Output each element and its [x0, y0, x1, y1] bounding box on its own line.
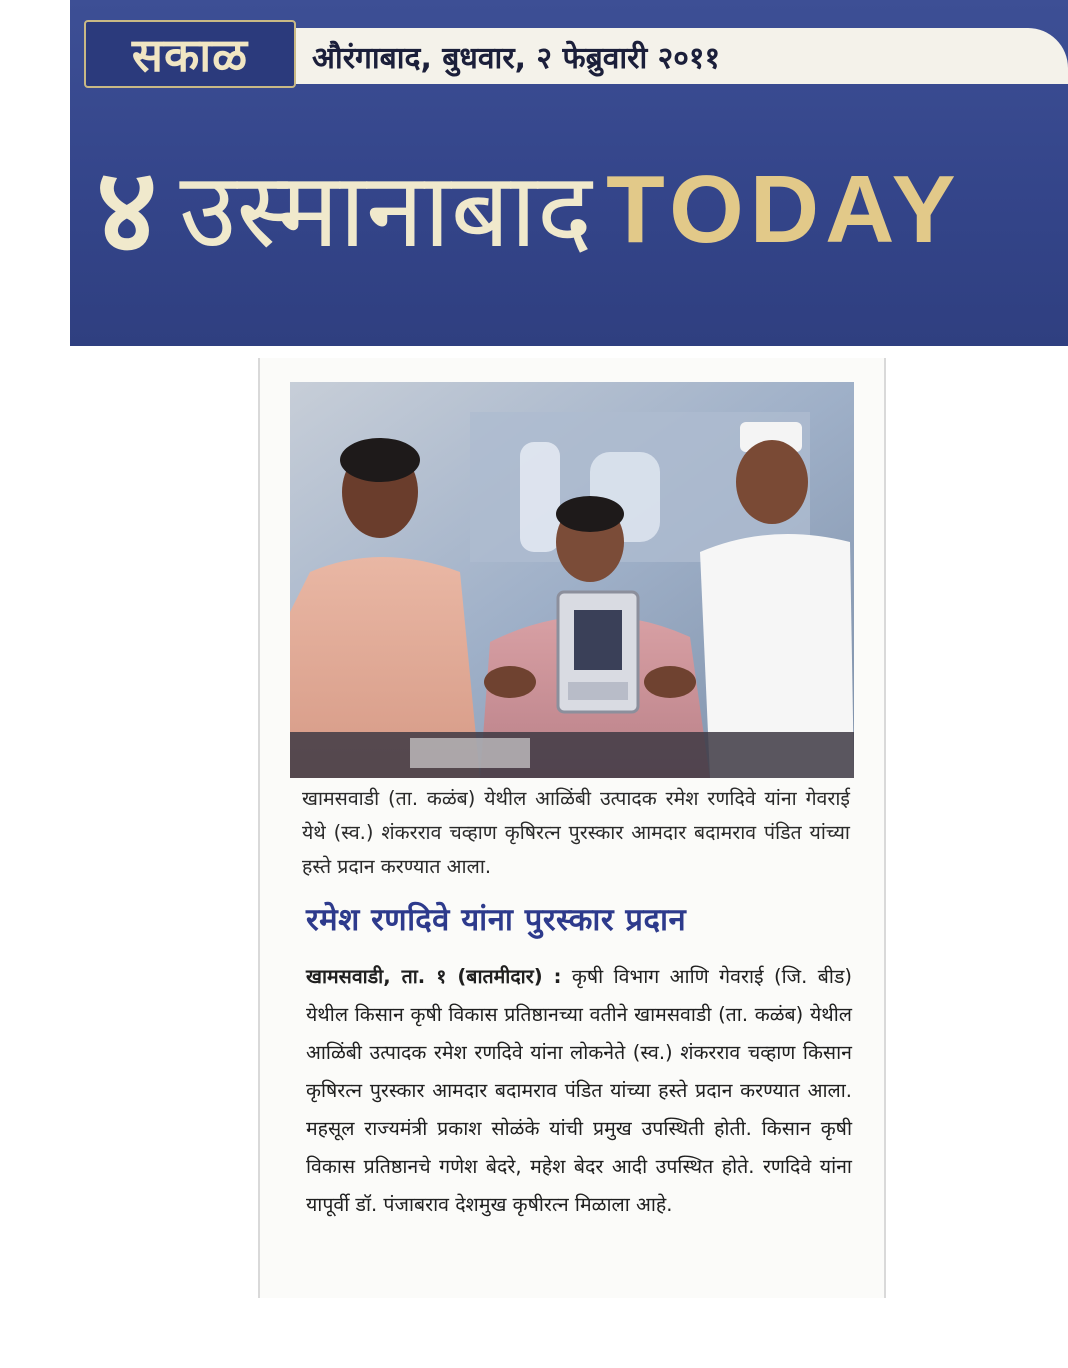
photo-caption: खामसवाडी (ता. कळंब) येथील आळिंबी उत्पादक रमेश रणदिवे यांना गेवराई येथे (स्व.) शंकरराव चव्हाण कृषिरत्न पुरस्कार आमदार बदामराव पंडित यांच्या हस्ते प्रदान करण्यात आला.: [302, 787, 850, 878]
section-city: उस्मानाबाद: [179, 149, 593, 271]
page-number: ४: [96, 141, 158, 279]
newspaper-logo-text: सकाळ: [131, 28, 249, 82]
news-article: [258, 358, 886, 1298]
edition-date: औरंगाबाद, बुधवार, २ फेब्रुवारी २०११: [312, 41, 721, 76]
article-body-text: कृषी विभाग आणि गेवराई (जि. बीड) येथील किसान कृषी विकास प्रतिष्ठानच्या वतीने खामसवाडी (ता. कळंब) येथील आळिंबी उत्पादक रमेश रणदिवे यांना लोकनेते (स्व.) शंकरराव चव्हाण किसान कृषिरत्न पुरस्कार आमदार बदामराव पंडित यांच्या हस्ते प्रदान करण्यात आला. महसूल राज्यमंत्री प्रकाश सोळंके यांची प्रमुख उपस्थिती होती. किसान कृषी विकास प्रतिष्ठानचे गणेश बेदरे, महेश बेदर आदी उपस्थित होते. रणदिवे यांना यापूर्वी डॉ. पंजाबराव देशमुख कृषीरत्न मिळाला आहे.: [306, 965, 852, 1216]
masthead-top-strip: [70, 0, 1068, 84]
newspaper-logo: [84, 20, 296, 88]
photo-illustration: [290, 382, 854, 778]
page-section-title: [96, 140, 962, 280]
date-band: [296, 28, 1068, 84]
award-ceremony-photo: [290, 382, 854, 778]
article-body: [306, 958, 852, 1224]
page-masthead: [70, 0, 1068, 346]
article-dateline: खामसवाडी, ता. १ (बातमीदार) :: [306, 965, 562, 988]
section-brand: TODAY: [606, 156, 962, 263]
article-headline: रमेश रणदिवे यांना पुरस्कार प्रदान: [306, 902, 687, 938]
